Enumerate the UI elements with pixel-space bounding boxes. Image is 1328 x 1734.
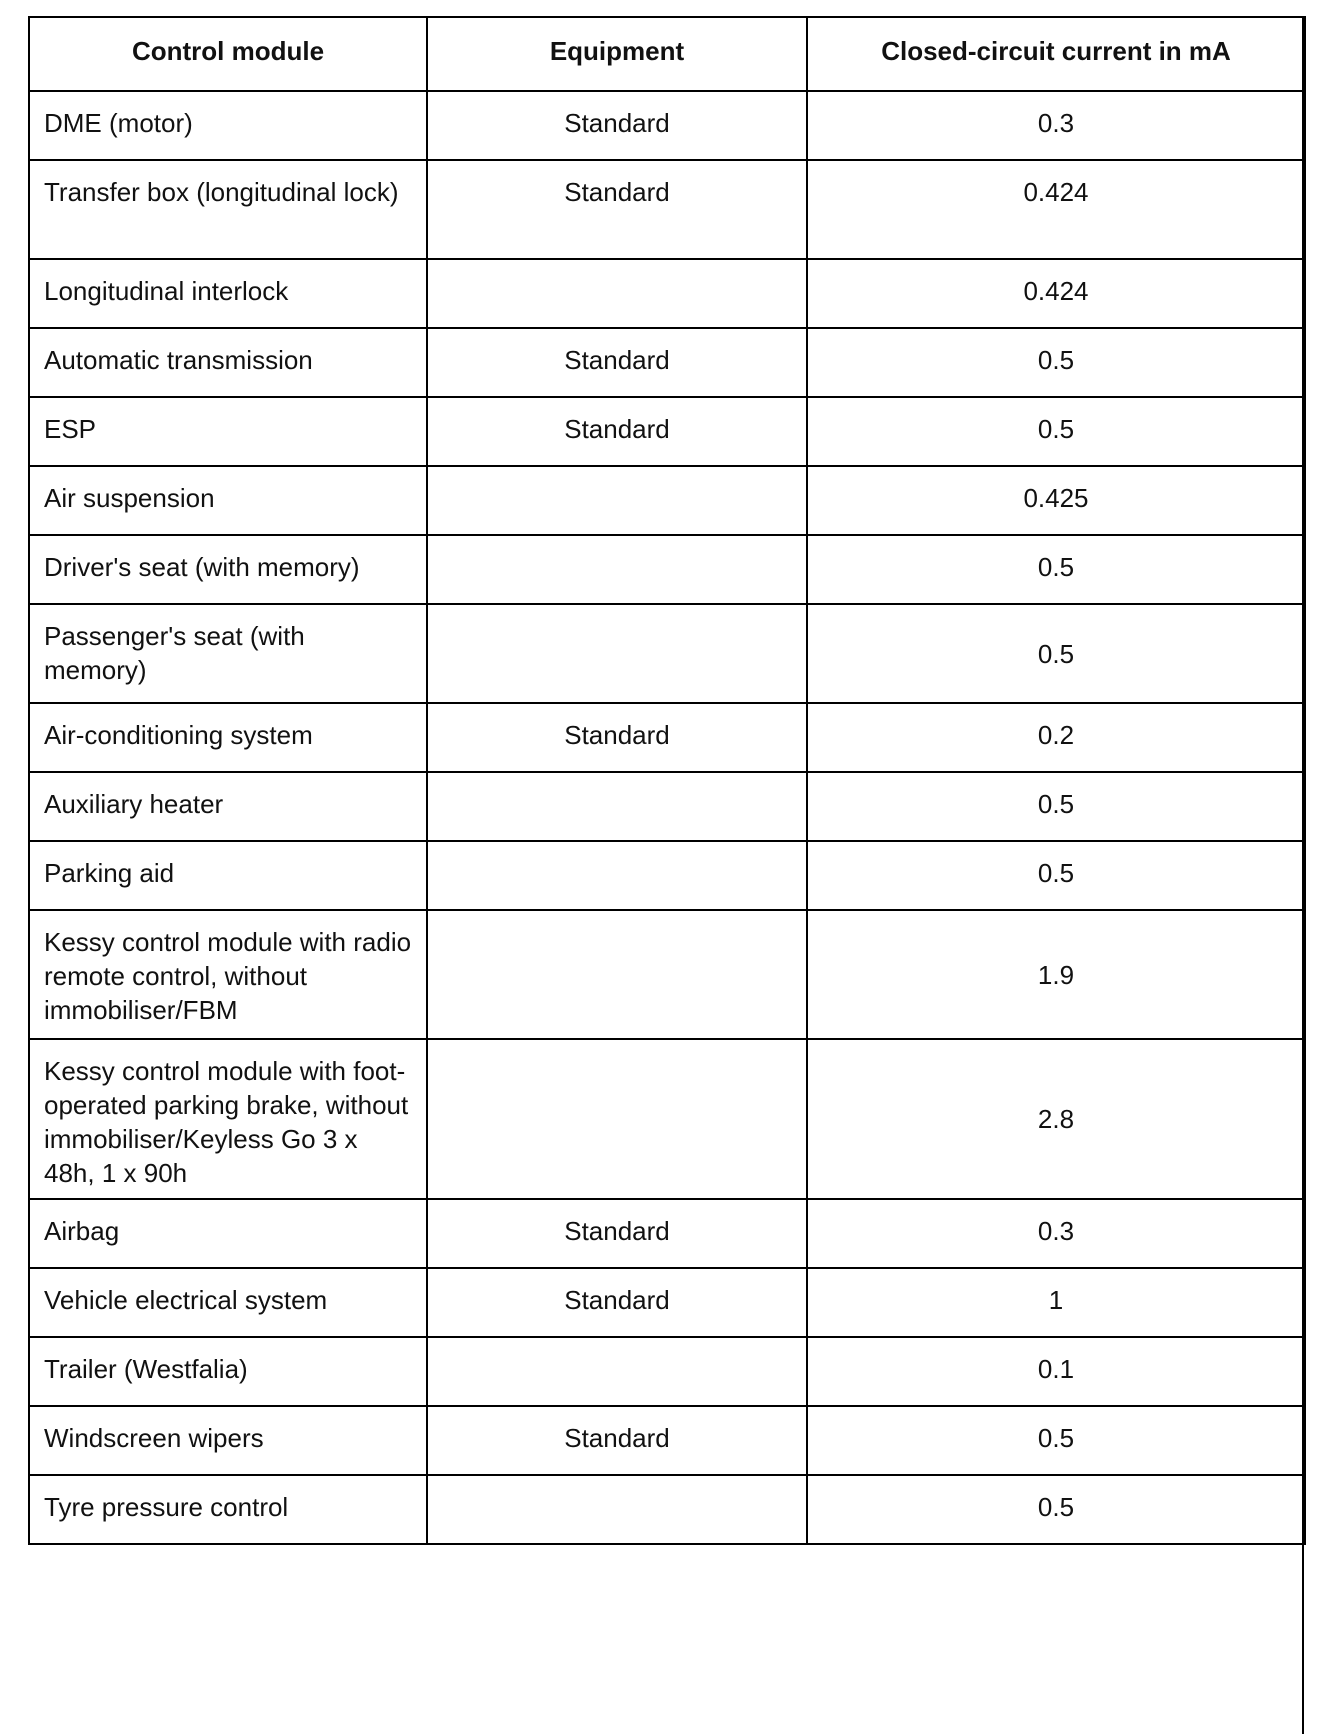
equipment-cell: Standard: [427, 1268, 807, 1337]
equipment-cell: [427, 466, 807, 535]
module-cell: Auxiliary heater: [29, 772, 427, 841]
equipment-cell: [427, 910, 807, 1039]
table-row: [29, 466, 1305, 535]
current-cell: 0.2: [807, 703, 1305, 772]
current-cell: 0.5: [807, 1406, 1305, 1475]
current-cell: 0.424: [807, 160, 1305, 259]
equipment-cell: Standard: [427, 1406, 807, 1475]
module-cell: Trailer (Westfalia): [29, 1337, 427, 1406]
equipment-cell: [427, 1337, 807, 1406]
current-cell: 0.5: [807, 604, 1305, 703]
equipment-cell: [427, 1039, 807, 1199]
current-cell: 0.5: [807, 841, 1305, 910]
equipment-cell: [427, 604, 807, 703]
header-control-module: Control module: [29, 17, 427, 91]
table-row: [29, 91, 1305, 160]
closed-circuit-current-table: [28, 16, 1306, 1545]
current-cell: 0.1: [807, 1337, 1305, 1406]
current-cell: 1: [807, 1268, 1305, 1337]
equipment-cell: [427, 1475, 807, 1544]
equipment-cell: Standard: [427, 703, 807, 772]
current-cell: 0.5: [807, 535, 1305, 604]
table-row: [29, 1039, 1305, 1199]
header-equipment: Equipment: [427, 17, 807, 91]
header-closed-circuit-current: Closed-circuit current in mA: [807, 17, 1305, 91]
current-cell: 0.424: [807, 259, 1305, 328]
current-cell: 0.5: [807, 1475, 1305, 1544]
module-cell: ESP: [29, 397, 427, 466]
equipment-cell: Standard: [427, 91, 807, 160]
table-row: [29, 1199, 1305, 1268]
table-row: [29, 259, 1305, 328]
table-row: [29, 1268, 1305, 1337]
module-cell: Passenger's seat (with memory): [29, 604, 427, 703]
current-cell: 1.9: [807, 910, 1305, 1039]
header-row: [29, 17, 1305, 91]
module-cell: Longitudinal interlock: [29, 259, 427, 328]
equipment-cell: [427, 259, 807, 328]
module-cell: DME (motor): [29, 91, 427, 160]
module-cell: Windscreen wipers: [29, 1406, 427, 1475]
equipment-cell: Standard: [427, 397, 807, 466]
equipment-cell: [427, 772, 807, 841]
table-row: [29, 1406, 1305, 1475]
current-cell: 0.3: [807, 91, 1305, 160]
module-cell: Air-conditioning system: [29, 703, 427, 772]
table-row: [29, 604, 1305, 703]
table-row: [29, 910, 1305, 1039]
equipment-cell: [427, 535, 807, 604]
table-row: [29, 535, 1305, 604]
module-cell: Driver's seat (with memory): [29, 535, 427, 604]
current-cell: 2.8: [807, 1039, 1305, 1199]
module-cell: Vehicle electrical system: [29, 1268, 427, 1337]
module-cell: Automatic transmission: [29, 328, 427, 397]
module-cell: Kessy control module with radio remote control, without immobiliser/FBM: [29, 910, 427, 1039]
module-cell: Kessy control module with foot-operated parking brake, without immobiliser/Keyless Go 3 x 48h, 1 x 90h: [29, 1039, 427, 1199]
current-cell: 0.5: [807, 328, 1305, 397]
table-row: [29, 397, 1305, 466]
module-cell: Tyre pressure control: [29, 1475, 427, 1544]
current-cell: 0.5: [807, 397, 1305, 466]
table-row: [29, 703, 1305, 772]
table-row: [29, 160, 1305, 259]
table-row: [29, 328, 1305, 397]
table-row: [29, 1337, 1305, 1406]
module-cell: Parking aid: [29, 841, 427, 910]
module-cell: Transfer box (longitudinal lock): [29, 160, 427, 259]
current-cell: 0.5: [807, 772, 1305, 841]
module-cell: Airbag: [29, 1199, 427, 1268]
equipment-cell: Standard: [427, 160, 807, 259]
equipment-cell: Standard: [427, 328, 807, 397]
module-cell: Air suspension: [29, 466, 427, 535]
current-cell: 0.3: [807, 1199, 1305, 1268]
equipment-cell: [427, 841, 807, 910]
equipment-cell: Standard: [427, 1199, 807, 1268]
page-right-border: [1302, 16, 1304, 1734]
table-row: [29, 841, 1305, 910]
table-row: [29, 1475, 1305, 1544]
current-cell: 0.425: [807, 466, 1305, 535]
table-row: [29, 772, 1305, 841]
